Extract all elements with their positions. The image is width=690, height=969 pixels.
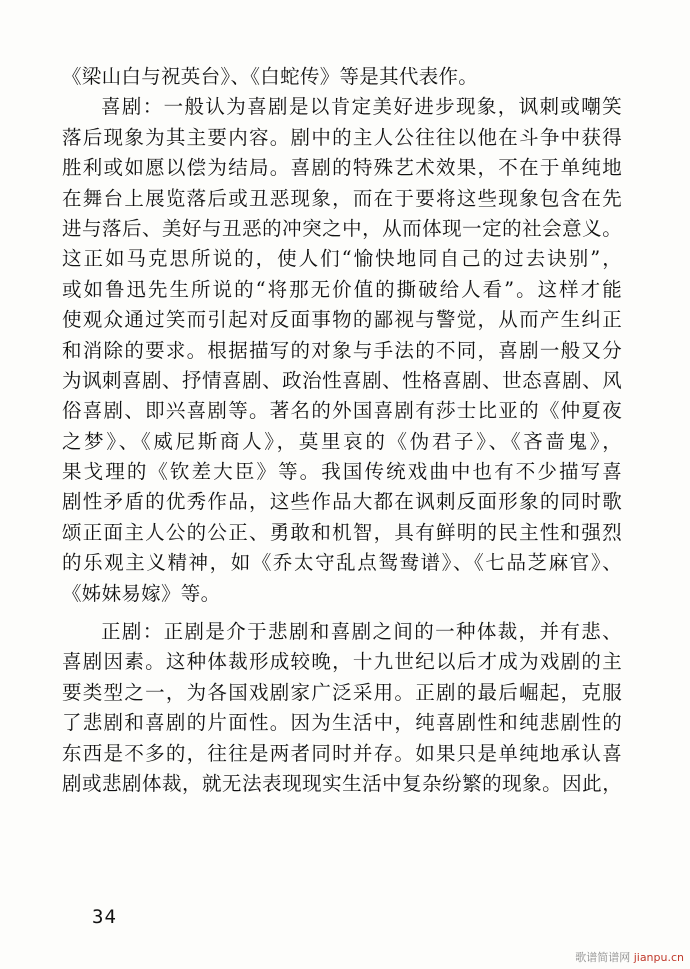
text-line: 《梁山白与祝英台》、《白蛇传》等是其代表作。 [62, 65, 479, 88]
text-line: 这正如马克思所说的，使人们“愉快地同自己的过去诀别”， [62, 247, 622, 271]
watermark-url: jianpu.cn [633, 951, 684, 964]
text-line: 要类型之一，为各国戏剧家广泛采用。正剧的最后崛起，克服 [62, 680, 622, 704]
text-line: 和消除的要求。根据描写的对象与手法的不同，喜剧一般又分 [62, 338, 622, 362]
body-text [62, 62, 622, 799]
text-line: 在舞台上展览落后或丑恶现象，而在于要将这些现象包含在先 [62, 186, 622, 210]
watermark [575, 949, 684, 965]
text-line: 落后现象为其主要内容。剧中的主人公往往以他在斗争中获得 [62, 125, 622, 149]
text-line: 果戈理的《钦差大臣》等。我国传统戏曲中也有不少描写喜 [62, 460, 622, 484]
text-line: 剧或悲剧体裁，就无法表现现实生活中复杂纷繁的现象。因此， [62, 771, 622, 795]
text-line: 东西是不多的，往往是两者同时并存。如果只是单纯地承认喜 [62, 741, 622, 765]
text-line: 或如鲁迅先生所说的“将那无价值的撕破给人看”。这样才能 [62, 277, 622, 301]
text-line: 之梦》、《威尼斯商人》，莫里哀的《伪君子》、《吝啬鬼》， [62, 429, 622, 453]
text-line: 剧性矛盾的优秀作品，这些作品大都在讽刺反面形象的同时歌 [62, 490, 622, 514]
text-line: 颂正面主人公的公正、勇敢和机智，具有鲜明的民主性和强烈 [62, 520, 622, 544]
text-line: 胜利或如愿以偿为结局。喜剧的特殊艺术效果，不在于单纯地 [62, 156, 622, 180]
page-number: 34 [92, 906, 117, 928]
watermark-site: 歌谱简谱网 [575, 951, 631, 964]
text-line: 喜剧因素。这种体裁形成较晚，十九世纪以后才成为戏剧的主 [62, 650, 622, 674]
text-line: 的乐观主义精神，如《乔太守乱点鸳鸯谱》、《七品芝麻官》、 [62, 551, 622, 575]
text-line: 《姊妹易嫁》等。 [62, 581, 221, 605]
text-line: 喜剧：一般认为喜剧是以肯定美好进步现象，讽刺或嘲笑 [101, 95, 622, 119]
text-line: 了悲剧和喜剧的片面性。因为生活中，纯喜剧性和纯悲剧性的 [62, 711, 622, 735]
text-line: 为讽刺喜剧、抒情喜剧、政治性喜剧、性格喜剧、世态喜剧、风 [62, 368, 622, 392]
text-line: 正剧：正剧是介于悲剧和喜剧之间的一种体裁，并有悲、 [101, 620, 622, 644]
text-line: 进与落后、美好与丑恶的冲突之中，从而体现一定的社会意义。 [62, 216, 622, 240]
text-line: 俗喜剧、即兴喜剧等。著名的外国喜剧有莎士比亚的《仲夏夜 [62, 399, 622, 423]
text-line: 使观众通过笑而引起对反面事物的鄙视与警觉，从而产生纠正 [62, 308, 622, 332]
